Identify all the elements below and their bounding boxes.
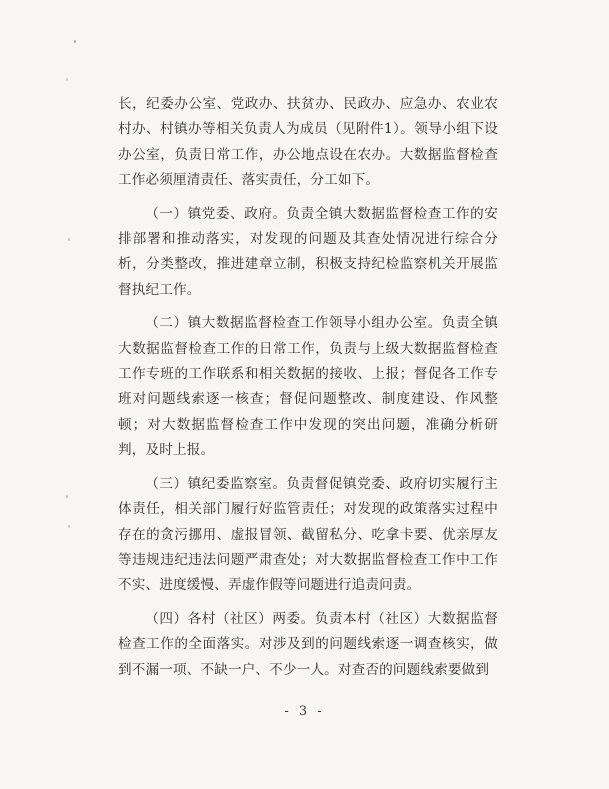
scan-speck: [66, 495, 68, 498]
paragraph-section-3: （三）镇纪委监察室。负责督促镇党委、政府切实履行主体责任，相关部门履行好监管责任；对发现的政策落实过程中存在的贪污挪用、虚报冒领、截留私分、吃拿卡要、优亲厚友等违规违纪违法问题严肃查处；对大数据监督检查工作中工作不实、进度缓慢、弄虚作假等问题进行追责问责。: [118, 475, 498, 594]
page-number: - 3 -: [284, 704, 325, 719]
paragraph-section-1: （一）镇党委、政府。负责全镇大数据监督检查工作的安排部署和推动落实，对发现的问题及其查处情况进行综合分析，分类整改，推进建章立制，积极支持纪检监察机关开展监督执纪工作。: [118, 205, 498, 298]
paragraph-spacer: [118, 303, 498, 311]
paragraph-section-2: （二）镇大数据监督检查工作领导小组办公室。负责全镇大数据监督检查工作的日常工作，负责与上级大数据监督检查工作专班的工作联系和相关数据的接收、上报；督促各工作专班对问题线索逐一核查；督促问题整改、制度建设、作风整顿；对大数据监督检查工作中发现的突出问题，准确分析研判，及时上报。: [118, 315, 498, 459]
paragraph-spacer: [118, 464, 498, 472]
scan-speck: [68, 238, 70, 241]
paragraph-intro: 长，纪委办公室、党政办、扶贫办、民政办、应急办、农业农村办、村镇办等相关负责人为成员（见附件1）。领导小组下设办公室，负责日常工作，办公地点设在农办。大数据监督检查工作必须厘清责任、落实责任，分工如下。: [118, 96, 498, 189]
body-text: [118, 92, 498, 683]
scan-speck: [66, 78, 68, 81]
paragraph-section-4: （四）各村（社区）两委。负责本村（社区）大数据监督检查工作的全面落实。对涉及到的问题线索逐一调查核实，做到不漏一项、不缺一户、不少一人。对查否的问题线索要做到: [118, 610, 498, 678]
paragraph-spacer: [118, 194, 498, 202]
scan-speck: [68, 525, 70, 528]
scan-speck: [74, 40, 76, 43]
paragraph-spacer: [118, 599, 498, 607]
